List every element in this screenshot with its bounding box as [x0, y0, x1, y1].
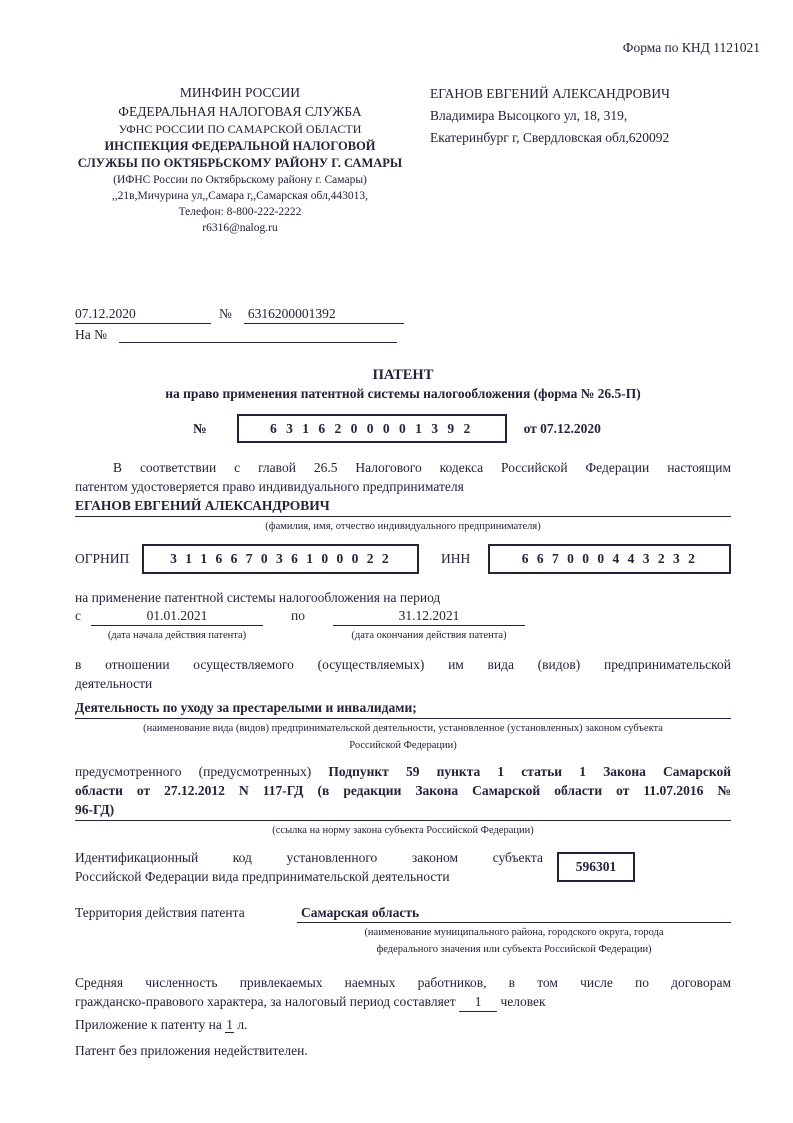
identification-code-line1: Идентификационный код установленного законом субъекта: [75, 850, 543, 865]
period-captions: [75, 628, 731, 643]
inn-label: ИНН: [440, 551, 471, 566]
identification-code-box: 596301: [557, 852, 635, 882]
recipient-address-line2: Екатеринбург г, Свердловская обл,620092: [430, 130, 670, 145]
patent-number-box: 6 3 1 6 2 0 0 0 0 1 3 9 2: [237, 414, 507, 443]
patent-title: ПАТЕНТ: [372, 367, 434, 383]
activity-intro: [75, 655, 731, 693]
issuer-block: [75, 83, 405, 236]
reply-to-blank-line: [119, 327, 397, 343]
activity-intro-line2: деятельности: [75, 676, 153, 691]
law-line3: 96-ГД): [75, 800, 731, 821]
issuer-line: СЛУЖБЫ ПО ОКТЯБРЬСКОМУ РАЙОНУ Г. САМАРЫ: [77, 156, 403, 170]
attachment-unit: л.: [237, 1017, 248, 1032]
intro-paragraph: [75, 458, 731, 496]
identification-code-text: [75, 848, 543, 886]
attachment-line: [75, 1015, 731, 1034]
workers-line2-unit: человек: [500, 994, 546, 1009]
reply-to-row: [75, 327, 731, 343]
entrepreneur-name-caption: (фамилия, имя, отчество индивидуального предпринимателя): [265, 521, 541, 532]
number-sign: №: [193, 420, 207, 436]
activity-name: Деятельность по уходу за престарелыми и инвалидами;: [75, 698, 731, 719]
issuer-address: ,,21в,Мичурина ул,,Самара г,,Самарская обл,443013,: [111, 190, 369, 202]
activity-caption-line1: (наименование вида (видов) предпринимательской деятельности, установленное (установленных) законом субъекта: [143, 723, 663, 734]
period-intro: на применение патентной системы налогообложения на период: [75, 590, 441, 605]
issuer-line: (ИФНС России по Октябрьскому району г. Самары): [113, 174, 367, 186]
workers-line2: [75, 992, 731, 1012]
law-caption: (ссылка на норму закона субъекта Российской Федерации): [272, 825, 534, 836]
territory-caption-line2: федерального значения или субъекта Российской Федерации): [376, 944, 652, 955]
document-content: [75, 0, 760, 1060]
period-to-label: по: [291, 608, 305, 623]
territory-captions: [297, 925, 731, 957]
intro-line2: патентом удостоверяется право индивидуального предпринимателя: [75, 479, 464, 494]
validity-note: Патент без приложения недействителен.: [75, 1043, 308, 1058]
law-line1-normal: предусмотренного (предусмотренных): [75, 764, 312, 779]
inn-value-box: 6 6 7 0 0 0 4 4 3 2 3 2: [488, 544, 731, 574]
territory-value: Самарская область: [297, 905, 731, 923]
activity-caption-line2: Российской Федерации): [349, 740, 457, 751]
document-header: [75, 83, 731, 236]
recipient-name: ЕГАНОВ ЕВГЕНИЙ АЛЕКСАНДРОВИЧ: [430, 86, 670, 101]
attachment-text: Приложение к патенту на: [75, 1017, 222, 1032]
document-number: 6316200001392: [244, 306, 404, 324]
law-reference: [75, 762, 731, 821]
identification-code-line2: Российской Федерации вида предпринимательской деятельности: [75, 869, 450, 884]
issuer-line: ИНСПЕКЦИЯ ФЕДЕРАЛЬНОЙ НАЛОГОВОЙ: [104, 139, 376, 153]
issuer-phone: Телефон: 8-800-222-2222: [178, 206, 302, 218]
workers-count: 1: [459, 992, 497, 1012]
spacer: [263, 628, 333, 643]
patent-subtitle: на право применения патентной системы налогообложения (форма № 26.5-П): [165, 386, 641, 401]
period-from-label: с: [75, 608, 81, 623]
workers-paragraph: [75, 973, 731, 1012]
ogrnip-inn-row: [75, 544, 731, 574]
territory-caption-line1: (наименование муниципального района, городского округа, города: [364, 927, 664, 938]
law-line2: области от 27.12.2012 N 117-ГД (в редакции Закона Самарской области от 11.07.2016 №: [75, 783, 731, 798]
issuer-line: ФЕДЕРАЛЬНАЯ НАЛОГОВАЯ СЛУЖБА: [118, 104, 362, 119]
patent-number-row: [75, 414, 731, 443]
period-row: [75, 608, 731, 626]
period-to-caption: (дата окончания действия патента): [351, 630, 507, 641]
patent-issue-date: от 07.12.2020: [523, 420, 601, 436]
period-from-caption: (дата начала действия патента): [107, 630, 247, 641]
number-sign: №: [219, 306, 232, 321]
form-kind-code: Форма по КНД 1121021: [622, 40, 760, 55]
period-to-date: 31.12.2021: [333, 608, 525, 626]
recipient-address-line1: Владимира Высоцкого ул, 18, 319,: [430, 108, 628, 123]
reply-to-label: На №: [75, 327, 107, 342]
law-line1: [75, 762, 731, 781]
identification-code-row: [75, 848, 731, 886]
intro-line1: В соответствии с главой 26.5 Налогового кодекса Российской Федерации настоящим: [113, 460, 731, 475]
reference-row: [75, 306, 731, 324]
spacer: [75, 628, 91, 643]
activity-intro-line1: в отношении осуществляемого (осуществляемых) им вида (видов) предпринимательской: [75, 657, 731, 672]
workers-line1: Средняя численность привлекаемых наемных работников, в том числе по договорам: [75, 975, 731, 990]
entrepreneur-name: ЕГАНОВ ЕВГЕНИЙ АЛЕКСАНДРОВИЧ: [75, 496, 731, 517]
workers-line2-text: гражданско-правового характера, за налоговый период составляет: [75, 994, 456, 1009]
law-line1-bold: Подпункт 59 пункта 1 статьи 1 Закона Самарской: [328, 764, 732, 779]
ogrnip-label: ОГРНИП: [75, 551, 130, 566]
document-date: 07.12.2020: [75, 306, 211, 324]
attachment-pages: 1: [226, 1017, 233, 1032]
territory-label: Территория действия патента: [75, 905, 245, 920]
recipient-block: [430, 83, 730, 236]
period-from-date: 01.01.2021: [91, 608, 263, 626]
issuer-email: r6316@nalog.ru: [202, 222, 278, 234]
issuer-line: УФНС РОССИИ ПО САМАРСКОЙ ОБЛАСТИ: [118, 122, 362, 136]
issuer-line: МИНФИН РОССИИ: [179, 85, 301, 100]
ogrnip-value-box: 3 1 1 6 6 7 0 3 6 1 0 0 0 2 2: [142, 544, 419, 574]
territory-row: [75, 905, 731, 923]
